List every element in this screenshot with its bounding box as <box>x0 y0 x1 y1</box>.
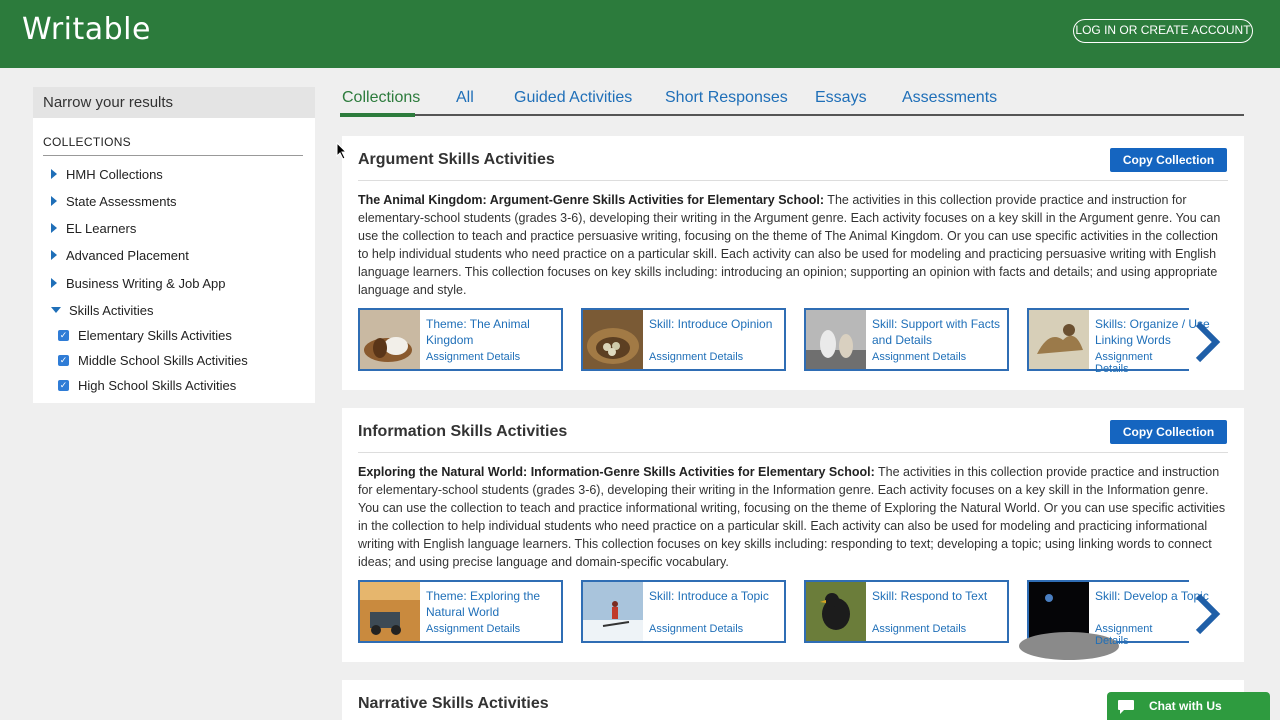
collection-title: Information Skills Activities <box>358 423 568 440</box>
activity-title: Theme: The Animal Kingdom <box>426 317 530 347</box>
collections-heading: COLLECTIONS <box>43 135 303 156</box>
activity-title: Skill: Introduce a Topic <box>649 589 769 603</box>
activity-title: Skill: Support with Facts and Details <box>872 317 1001 347</box>
description-heading: Exploring the Natural World: Information-Genre Skills Activities for Elementary School: <box>358 465 875 479</box>
sidebar-item-business-writing[interactable] <box>51 274 225 292</box>
assignment-details-link[interactable]: Assignment Details <box>1095 351 1153 375</box>
assignment-details-link[interactable]: Assignment Details <box>1095 623 1153 647</box>
caret-right-icon <box>51 169 57 179</box>
checkbox-label: High School Skills Activities <box>78 377 237 393</box>
activity-card[interactable] <box>358 308 563 371</box>
checkmark-icon[interactable]: ✓ <box>59 354 68 365</box>
checkbox-middle-school-skills[interactable] <box>58 351 248 369</box>
carousel-next-button[interactable] <box>1188 582 1228 642</box>
collection-title: Narrative Skills Activities <box>358 695 549 712</box>
assignment-details-link[interactable]: Assignment Details <box>649 351 744 363</box>
collection-card-argument <box>342 136 1244 390</box>
sidebar-item-state-assessments[interactable] <box>51 192 177 210</box>
tab-assessments[interactable]: Assessments <box>902 89 998 106</box>
divider <box>358 180 1228 181</box>
activity-title: Skills: Organize / Use Linking Words <box>1095 317 1210 347</box>
assignment-details-link[interactable]: Assignment Details <box>872 351 967 363</box>
activity-card[interactable] <box>581 580 786 643</box>
sidebar-item-label: Skills Activities <box>69 302 154 318</box>
sidebar-item-label: HMH Collections <box>66 166 163 182</box>
sidebar-item-advanced-placement[interactable] <box>51 246 189 264</box>
checkbox-label: Elementary Skills Activities <box>78 327 232 343</box>
caret-right-icon <box>51 250 57 260</box>
sidebar-item-label: EL Learners <box>66 220 137 236</box>
writable-logo[interactable]: Writable <box>22 12 151 47</box>
carousel-next-button[interactable] <box>1188 310 1228 370</box>
collection-description <box>358 463 1230 571</box>
desert-vehicle-thumbnail <box>360 582 420 641</box>
caret-down-icon <box>51 307 61 313</box>
blackbird-thumbnail <box>806 582 866 641</box>
activity-card[interactable] <box>804 308 1009 371</box>
login-button[interactable]: LOG IN OR CREATE ACCOUNT <box>1073 19 1253 43</box>
sleeping-dog-thumbnail <box>360 310 420 369</box>
sidebar-item-el-learners[interactable] <box>51 219 136 237</box>
collection-title: Argument Skills Activities <box>358 151 555 168</box>
checkmark-icon[interactable]: ✓ <box>59 379 68 390</box>
activity-card[interactable] <box>581 308 786 371</box>
tab-essays[interactable]: Essays <box>815 89 867 106</box>
chevron-right-icon <box>1188 310 1228 370</box>
checkbox-label: Middle School Skills Activities <box>78 352 248 368</box>
checkbox-elementary-skills[interactable] <box>58 326 232 344</box>
copy-collection-button[interactable]: Copy Collection <box>1110 420 1227 444</box>
tab-collections[interactable]: Collections <box>342 89 421 106</box>
earth-from-moon-thumbnail <box>1029 582 1089 641</box>
chat-bubble-icon <box>1117 699 1135 715</box>
copy-collection-button[interactable]: Copy Collection <box>1110 148 1227 172</box>
activity-card[interactable] <box>804 580 1009 643</box>
assignment-details-link[interactable]: Assignment Details <box>872 623 967 635</box>
sidebar-item-label: Advanced Placement <box>66 247 189 263</box>
dog-and-cat-thumbnail <box>806 310 866 369</box>
tab-bar <box>340 86 1244 116</box>
mouse-cursor-icon <box>336 142 348 160</box>
activity-card[interactable] <box>358 580 563 643</box>
tab-all[interactable]: All <box>456 89 474 106</box>
sidebar-item-skills-activities[interactable] <box>51 301 154 319</box>
chat-label: Chat with Us <box>1149 699 1222 713</box>
sidebar-item-label: State Assessments <box>66 193 177 209</box>
bird-nest-thumbnail <box>583 310 643 369</box>
checkbox-high-school-skills[interactable] <box>58 376 236 394</box>
animal-illustration-thumbnail <box>1029 310 1089 369</box>
sidebar-item-label: Business Writing & Job App <box>66 275 226 291</box>
sidebar-title: Narrow your results <box>33 87 315 118</box>
activity-title: Skill: Respond to Text <box>872 589 988 603</box>
divider <box>358 452 1228 453</box>
chat-widget-button[interactable] <box>1107 692 1270 720</box>
description-heading: The Animal Kingdom: Argument-Genre Skills Activities for Elementary School: <box>358 193 825 207</box>
tab-guided-activities[interactable]: Guided Activities <box>514 89 633 106</box>
filter-sidebar <box>33 87 315 403</box>
chevron-right-icon <box>1188 582 1228 642</box>
activity-title: Theme: Exploring the Natural World <box>426 589 541 619</box>
assignment-details-link[interactable]: Assignment Details <box>649 623 744 635</box>
skier-thumbnail <box>583 582 643 641</box>
caret-right-icon <box>51 196 57 206</box>
description-body: The activities in this collection provide practice and instruction for elementary-school students (grades 3-6), developing their writing in the Information genre. Each activity focuses on a key skill in the Information genre. You can use the collection to teach and practice informational writing, focusing on the theme of Exploring the Natural World. Or you can use specific activities in the collection to help individual students who need practice on a particular skill. Each activity can also be used for modeling and practicing informational writing with English language learners. This collection focuses on key skills including: responding to text; developing a topic; using linking words to connect ideas; and using precise language and domain-specific vocabulary. <box>358 465 1226 569</box>
assignment-details-link[interactable]: Assignment Details <box>426 351 521 363</box>
assignment-details-link[interactable]: Assignment Details <box>426 623 521 635</box>
active-tab-indicator <box>340 113 415 117</box>
caret-right-icon <box>51 278 57 288</box>
sidebar-item-hmh-collections[interactable] <box>51 165 163 183</box>
caret-right-icon <box>51 223 57 233</box>
collection-card-information <box>342 408 1244 662</box>
activity-title: Skill: Develop a Topic <box>1095 589 1209 603</box>
activity-card[interactable] <box>1027 308 1210 375</box>
activity-card[interactable] <box>1027 580 1209 647</box>
top-bar <box>0 0 1280 68</box>
checkmark-icon[interactable]: ✓ <box>59 329 68 340</box>
description-body: The activities in this collection provide practice and instruction for elementary-school students (grades 3-6), developing their writing in the Argument genre. Each activity focuses on a key skill in the Argument genre. You can use the collection to teach and practice persuasive writing, focusing on the theme of The Animal Kingdom. Or you can use specific activities in the collection to help individual students who need practice on a particular skill. Each activity can also be used for modeling and practicing persuasive writing with English language learners. This collection focuses on key skills including: introducing an opinion; supporting an opinion with facts and details; and using appropriate language and style. <box>358 193 1221 297</box>
tab-short-responses[interactable]: Short Responses <box>665 89 788 106</box>
activity-title: Skill: Introduce Opinion <box>649 317 773 331</box>
collection-description <box>358 191 1230 299</box>
